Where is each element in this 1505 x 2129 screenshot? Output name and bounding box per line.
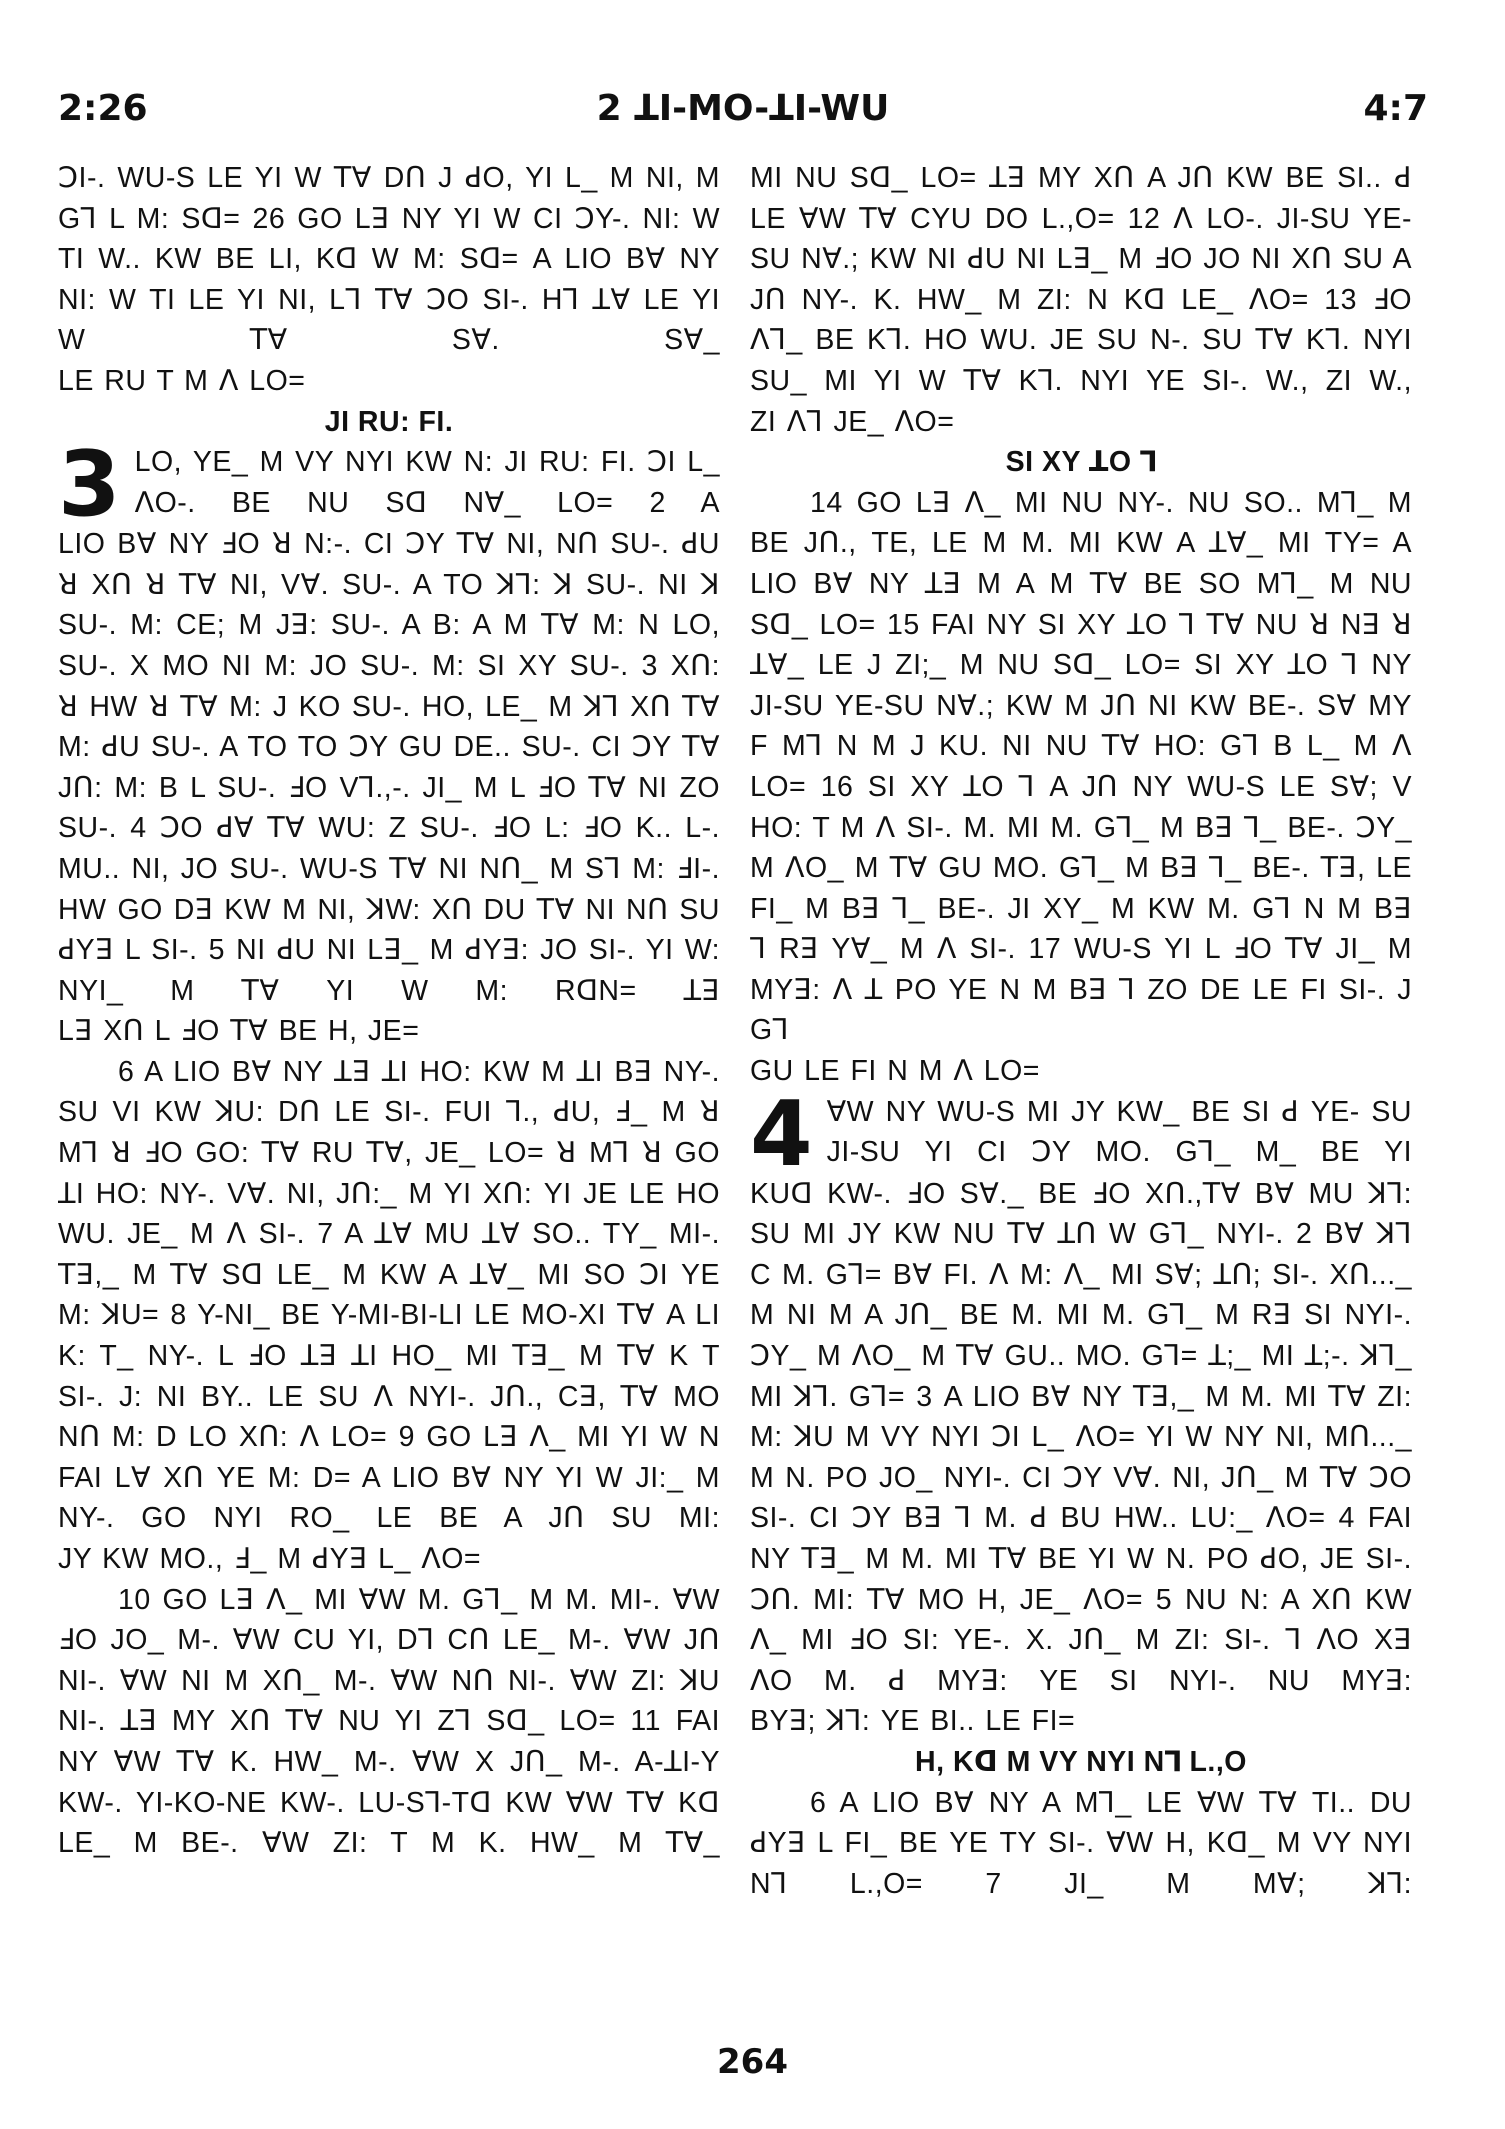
paragraph-end [58,361,720,402]
text-line: M BE Jꓵ., TE, LE M M. MI KW A ꓕꓯ_ MI [750,486,1412,560]
text-line: GU LE FI N M ꓥ LO= [750,1055,1040,1088]
text-line: WU-S ꓔꓯ NI Nꓵ_ M Sꓶ M: ꓞI-. HW GO [58,852,720,926]
text-line: Dꓱ KW M NI, ꓘW: Xꓵ DU ꓔꓯ NI Nꓵ SU [173,893,720,926]
text-line: ꓛI YE M: ꓘU= 8 Y-NI_ BE Y-MI-BI-LI LE [58,1258,720,1332]
text-line: JE_ LO= ꓤ Mꓶ ꓤ GO ꓕI HO: NY-. Vꓯ. [58,1137,720,1210]
text-line: ꓔꓯ NU YI Zꓶ Sꓷ_ LO= 11 FAI NY ꓯW ꓔꓯ [58,1705,720,1778]
text-line: KUꓷ KW-. ꓞO Sꓯ._ BE ꓞO Xꓵ.,ꓔꓯ Bꓯ MU [750,1177,1354,1210]
text-line: ꓘꓶ: ꓘ SU-. NI ꓘ SU-. M: CE; M Jꓱ: SU-. [58,568,720,642]
text-line: ꓔꓯ MO H, JE_ ꓥO= 5 NU N: A Xꓵ KW [867,1583,1412,1616]
text-line: ꓕO ꓶ ꓔꓯ NU ꓤ Nꓱ ꓤ ꓕꓯ_ LE J ZI;_ M NU [750,608,1412,682]
text-line: TY= A LIO Bꓯ NY ꓕꓱ M A M ꓔꓯ BE SO [750,527,1412,600]
chapter-verse-end: 4:7 [1363,88,1428,129]
text-line: CI ꓛY ꓔꓯ Jꓵ: M: B L SU-. ꓞO Vꓶ.,-. JI_ [58,731,720,804]
text-line: MO-XI ꓔꓯ A LI K: T_ NY-. L ꓞO ꓕꓱ ꓕI [58,1299,720,1373]
text-line: ꓯW Nꓵ NI-. ꓯW ZI: ꓘU NI-. ꓕꓱ MY Xꓵ [58,1664,720,1738]
text-line: HW.. LU:_ ꓥO= 4 FAI NY ꓔꓱ_ M M. MI [750,1502,1412,1575]
text-line: Xꓱ ꓥO M. ꓒ MYꓱ: YE SI NYI-. NU MYꓱ: [750,1624,1412,1697]
text-line: NI, Jꓵ:_ M YI Xꓵ: YI JE LE HO WU. JE_ [58,1177,720,1251]
text-line: LO, YE_ M VY NYI KW N: JI RU: FI. [134,446,636,479]
text-line: LE RU T M ꓥ LO= [58,364,306,397]
text-line: JY KW MO., ꓞ_ M ꓒYꓱ L_ ꓥO= [58,1543,482,1575]
paragraph [750,1783,1412,1905]
text-line: ꓔꓯ M: ꓒU SU-. A TO TO ꓛY GU DE.. SU-. [58,690,720,764]
text-line: Sꓯ; ꓕꓵ; SI-. Xꓵ..._ M NI M A Jꓵ_ BE M. [750,1258,1412,1332]
text-line: ꓯW NY WU-S MI JY KW_ BE SI ꓒ YE- [826,1095,1360,1128]
text-line: ꓤ ꓔꓯ M: J KO SU-. HO, LE_ M ꓘꓶ Xꓵ [148,690,672,723]
text-line: LE_ M BE-. ꓯW ZI: T M K. HW_ M ꓔꓯ_ [58,1827,720,1860]
paragraph-end [750,1051,1412,1092]
text-line: ꓶ., ꓒU, ꓞ_ M ꓤ Mꓶ ꓤ ꓞO GO: ꓔꓯ RU ꓔꓯ, [58,1096,720,1170]
chapter-verse-start: 2:26 [58,88,148,129]
text-line: Sꓯ; V HO: T M ꓥ SI-. M. MI M. Gꓶ_ M [750,770,1412,844]
text-line: BYꓱ; ꓘꓶ: YE BI.. LE FI= [750,1705,1076,1738]
chapter-number: 4 [750,1081,813,1187]
text-line: ꓔꓯ BE YI W N. PO ꓒO, JE SI-. ꓛꓵ. MI: [750,1543,1412,1616]
text-line: M NY-. GO NYI RO_ LE BE A Jꓵ SU MI: [58,1461,720,1535]
text-line: ꓒYꓱ L SI-. 5 NI ꓒU NI Lꓱ_ M ꓒYꓱ: JO [58,934,578,967]
text-line: M: JO SU-. M: SI XY SU-. 3 Xꓵ: ꓤ HW [58,649,720,723]
text-line: Xꓵ: ꓥ LO= 9 GO Lꓱ ꓥ_ MI YI W N FAI [58,1421,720,1494]
text-line: SI-. YI W: NYI_ M ꓔꓯ YI W M: RꓷN= ꓕꓱ [58,934,720,1007]
text-line: XY_ M KW M. Gꓶ N M Bꓱ ꓶ Rꓱ Yꓯ_ M ꓥ [750,892,1412,966]
paragraph [58,1052,720,1539]
text-line: LIO Bꓯ NY ꓞO ꓤ N:-. CI ꓛY ꓔꓯ NI, Nꓵ [58,528,599,561]
text-line: M ꓞO JO NI Xꓵ SU A Jꓵ NY-. K. HW_ [750,243,1412,316]
text-line: 2 Bꓯ ꓘꓶ C M. Gꓶ= Bꓯ FI. ꓥ M: ꓥ_ MI [750,1218,1412,1291]
text-line: M VY NYI Nꓶ L.,O= 7 JI_ M Mꓯ; ꓘꓶ: [750,1827,1412,1900]
text-line: Bꓱ NY-. SU VI KW ꓘU: Dꓵ LE SI-. FUI [58,1055,720,1129]
text-line: ꓛI-. WU-S LE YI W ꓔꓯ Dꓵ J ꓒO, YI L_ M [58,162,634,194]
text-line: Nꓯ.; KW M Jꓵ NI KW BE-. Sꓯ MY F Mꓶ [750,689,1412,763]
text-line: NI, Mꓵ..._ M N. PO JO_ NYI-. CI ꓛY Vꓯ. [750,1421,1412,1494]
text-line: Sꓷ= A LIO Bꓯ NY NI: W TI LE YI NI, Lꓶ [58,243,720,316]
text-line: ꓔꓯ GU.. MO. Gꓶ= ꓕ;_ MI ꓕ;-. ꓘꓶ_ MI ꓘꓶ. [750,1340,1412,1413]
text-line: Lꓱ Xꓵ L ꓞO ꓔꓯ BE H, JE= [58,1015,420,1048]
paragraph [750,483,1412,1051]
text-line: MI NU Sꓷ_ LO= ꓕꓱ MY Xꓵ A Jꓵ KW BE [750,162,1325,194]
paragraph [750,1174,1412,1702]
text-line: DU ꓒYꓱ L FI_ BE YE TY SI-. ꓯW H, Kꓷ_ [750,1786,1412,1860]
paragraph-end [750,1701,1412,1742]
text-line: HO WU. JE SU N-. SU ꓔꓯ Kꓶ. NYI SU_ [750,324,1412,397]
paragraph-end [58,1539,720,1580]
paragraph [58,158,720,361]
text-line: SU JI-SU YI CI ꓛY MO. Gꓶ_ M_ BE YI [826,1095,1412,1169]
book-title: 2 ꓕI-MO-ꓕI-WU [596,88,890,129]
text-line: Mꓶ_ M NU Sꓷ_ LO= 15 FAI NY SI XY [750,567,1412,641]
text-line: HO_ MI ꓔꓱ_ M ꓔꓯ K T SI-. J: NI BY.. LE [58,1340,720,1413]
text-line: MI YI W ꓔꓯ Kꓶ. NYI YE SI-. W., ZI W., [824,364,1412,397]
text-line: YI-KO-NE KW-. LU-Sꓶ-Tꓷ KW ꓯW ꓔꓯ Kꓷ [135,1786,720,1819]
paragraph [58,524,720,1011]
left-column [58,158,720,2048]
text-line: SU ꓥ NYI-. Jꓵ., Cꓱ, ꓔꓯ MO Nꓵ M: D LO [58,1380,720,1454]
text-line: M ZI: N Kꓷ LE_ ꓥO= 13 ꓞO ꓥꓶ_ BE Kꓶ. [750,283,1412,357]
text-line: MI-. ꓯW ꓞO JO_ M-. ꓯW CU YI, Dꓶ Cꓵ [58,1583,720,1657]
text-line: Lꓯ Xꓵ YE M: D= A LIO Bꓯ NY YI W JI:_ [114,1461,684,1494]
text-line: ꓔꓯ ꓛO SI-. Hꓶ ꓕꓯ LE YI W ꓔꓯ Sꓯ. Sꓯ_ [58,283,720,357]
section-heading: H, Kꓷ M VY NYI Nꓶ L.,O [915,1745,1247,1778]
right-column [750,158,1412,2048]
text-line: LE_ M-. ꓯW Jꓵ NI-. ꓯW NI M Xꓵ_ M-. [58,1624,720,1697]
text-line: 10 GO Lꓱ ꓥ_ MI ꓯW M. Gꓶ_ M M. [118,1583,599,1616]
text-line: M Bꓱ ꓶ_ BE-. ꓔꓱ, LE FI_ M Bꓱ ꓶ_ BE-. JI [750,852,1412,925]
chapter-number: 3 [58,432,121,538]
text-line: ꓔꓱ,_ M ꓔꓯ Sꓷ LE_ M KW A ꓕꓯ_ MI SO [58,1258,626,1291]
paragraph [750,158,1412,402]
text-line: LO= 16 SI XY ꓕO ꓶ A Jꓵ NY WU-S LE [750,770,1316,803]
text-line: NI, Jꓵ_ M ꓔꓯ ꓛO SI-. CI ꓛY Bꓱ ꓶ M. ꓒ BU [750,1461,1412,1535]
text-line: SI-. 17 WU-S YI L ꓞO ꓔꓯ JI_ M MYꓱ: ꓥ [750,933,1412,1006]
text-line: MI M. Gꓶ_ M Rꓱ SI NYI-. ꓛY_ M ꓥO_ M [750,1299,1412,1373]
text-line: A B: A M ꓔꓯ M: N LO, SU-. X MO NI [58,609,720,682]
text-line: M ꓥ SI-. 7 A ꓕꓯ MU ꓕꓯ SO.. TY_ MI-. [189,1218,720,1251]
paragraph [58,432,720,538]
text-line: SU-. ꓒU ꓤ Xꓵ ꓤ ꓔꓯ NI, Vꓯ. SU-. A TO [58,528,720,601]
text-line: Gꓶ= 3 A LIO Bꓯ NY ꓔꓱ,_ M M. MI ꓔꓯ [848,1380,1367,1413]
text-line: ꓕ PO YE N M Bꓱ ꓶ ZO DE LE FI SI-. J Gꓶ [750,973,1412,1047]
text-line: NI, M Gꓶ L M: Sꓷ= 26 GO Lꓱ NY YI W [58,162,720,235]
paragraph [750,1081,1412,1187]
text-line: N M J KU. NI NU ꓔꓯ HO: Gꓶ B L_ M ꓥ [836,730,1412,763]
text-line: SI.. ꓒ LE ꓯW ꓔꓯ CYU DO L.,O= 12 ꓥ [750,162,1412,235]
text-line: 6 A LIO Bꓯ NY ꓕꓱ ꓕI HO: KW M ꓕI [118,1055,604,1088]
section-heading: JI RU: FI. [324,405,454,438]
text-line: Z SU-. ꓞO L: ꓞO K.. L-. MU.. NI, JO SU-. [58,812,720,885]
text-line: K. HW_ M-. ꓯW X Jꓵ_ M-. A-ꓕI-Y KW-. [58,1745,720,1819]
text-line: 6 A LIO Bꓯ NY A Mꓶ_ LE ꓯW ꓔꓯ TI.. [810,1786,1356,1819]
running-header [58,88,1428,138]
text-line: ZI: M: ꓘU M VY NYI ꓛI L_ ꓥO= YI W NY [750,1380,1412,1454]
text-line: Bꓱ ꓶ_ BE-. ꓛY_ M ꓥO_ M ꓔꓯ GU MO. Gꓶ_ [750,811,1412,885]
text-line: LO-. JI-SU YE-SU Nꓯ.; KW NI ꓒU NI Lꓱ_ [750,202,1412,276]
text-line: ZI ꓥꓶ JE_ ꓥO= [750,405,955,438]
page-number: 264 [717,2042,788,2082]
paragraph-end [750,402,1412,443]
text-line: ꓘꓶ: SU MI JY KW NU ꓔꓯ ꓕꓵ W Gꓶ_ NYI-. [750,1177,1412,1251]
text-line: CI ꓛY-. NI: W TI W.. KW BE LI, Kꓷ W M: [58,202,720,276]
text-line: 14 GO Lꓱ ꓥ_ MI NU NY-. NU SO.. Mꓶ_ [810,486,1374,519]
text-line: Sꓷ_ LO= SI XY ꓕO ꓶ NY JI-SU YE-SU [750,649,1412,722]
paragraph [58,1580,720,1864]
text-line: ꓥ_ MI ꓞO SI: YE-. X. Jꓵ_ M ZI: SI-. ꓶ ꓥO [750,1624,1360,1657]
text-line: ꓛI L_ ꓥO-. BE NU Sꓷ Nꓯ_ LO= 2 A [134,446,720,519]
text-line: M L ꓞO ꓔꓯ NI ZO SU-. 4 ꓛO ꓒꓯ ꓔꓯ WU: [58,771,720,845]
section-heading: SI XY ꓕO ꓶ [1005,446,1157,479]
paragraph-end [58,1011,720,1052]
